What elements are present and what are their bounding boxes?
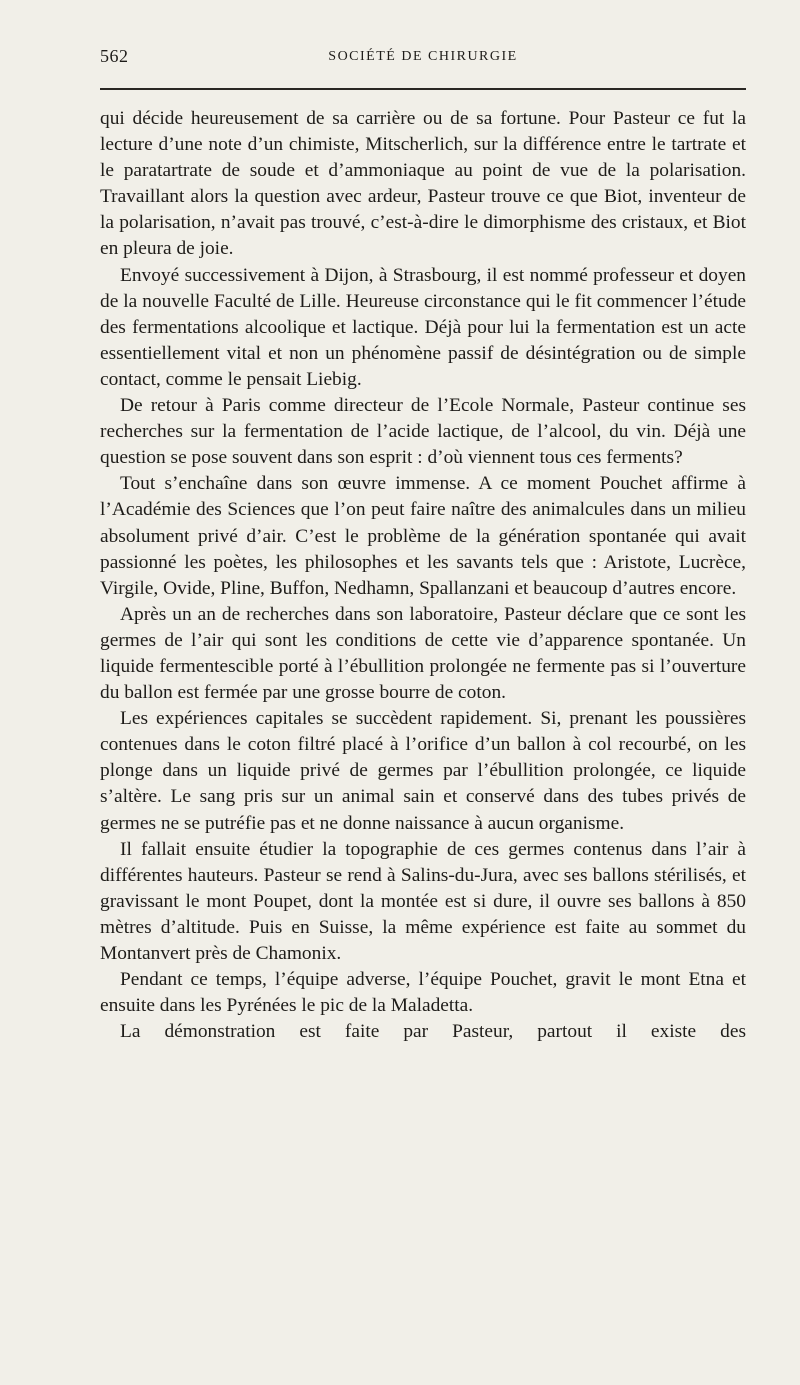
header-rule — [100, 88, 746, 90]
page-header — [100, 46, 746, 72]
paragraph: Il fallait ensuite étudier la topographie de ces germes contenus dans l’air à différentes hauteurs. Pasteur se rend à Salins-du-Jura, avec ses ballons stérilisés, et gravissant le mont Poupet, dont la montée est si dure, il ouvre ses ballons à 850 mètres d’altitude. Puis en Suisse, la même expérience est faite au sommet du Montanvert près de Chamonix. — [100, 838, 746, 964]
paragraph: La démonstration est faite par Pasteur, partout il existe des — [120, 1021, 746, 1043]
paragraph: Tout s’enchaîne dans son œuvre immense. A ce moment Pouchet affirme à l’Académie des Sciences que l’on peut faire naître des animalcules dans un milieu absolument privé d’air. C’est le problème de la génération spontanée qui avait passionné les poètes, les philosophes et les savants tels que : Aristote, Lucrèce, Virgile, Ovide, Pline, Buffon, Nedhamn, Spallanzani et beaucoup d’autres encore. — [100, 473, 746, 599]
paragraph: Pendant ce temps, l’équipe adverse, l’équipe Pouchet, gravit le mont Etna et ensuite dans les Pyrénées le pic de la Maladetta. — [100, 969, 746, 1017]
paragraph: De retour à Paris comme directeur de l’Ecole Normale, Pasteur continue ses recherches sur la fermentation de l’acide lactique, de l’alcool, du vin. Déjà une question se pose souvent dans son esprit : d’où viennent tous ces ferments? — [100, 395, 746, 469]
paragraph: Envoyé successivement à Dijon, à Strasbourg, il est nommé professeur et doyen de la nouvelle Faculté de Lille. Heureuse circonstance qui le fit commencer l’étude des fermentations alcoolique et lactique. Déjà pour lui la fermentation est un acte essentiellement vital et non un phénomène passif de désintégration ou de simple contact, comme le pensait Liebig. — [100, 264, 746, 390]
paragraph: Les expériences capitales se succèdent rapidement. Si, prenant les poussières contenues dans le coton filtré placé à l’orifice d’un ballon à col recourbé, on les plonge dans un liquide privé de germes par l’ébullition prolongée, ce liquide s’altère. Le sang pris sur un animal sain et conservé dans des tubes privés de germes ne se putréfie pas et ne donne naissance à aucun organisme. — [100, 708, 746, 834]
paragraph: qui décide heureusement de sa carrière ou de sa fortune. Pour Pasteur ce fut la lecture d’une note d’un chimiste, Mitscherlich, sur la différence entre le tartrate et le paratartrate de soude et d’ammoniaque au point de vue de la polarisation. Travaillant alors la question avec ardeur, Pasteur trouve ce que Biot, inventeur de la polarisation, n’avait pas trouvé, c’est-à-dire le dimorphisme des cristaux, et Biot en pleura de joie. — [100, 108, 746, 260]
paragraph: Après un an de recherches dans son laboratoire, Pasteur déclare que ce sont les germes de l’air qui sont les conditions de cette vie d’apparence spontanée. Un liquide fermentescible porté à l’ébullition prolongée ne fermente pas si l’ouverture du ballon est fermée par une grosse bourre de coton. — [100, 603, 746, 704]
body-text — [100, 106, 746, 1045]
page-number: 562 — [100, 46, 129, 66]
running-title: SOCIÉTÉ DE CHIRURGIE — [328, 49, 518, 64]
